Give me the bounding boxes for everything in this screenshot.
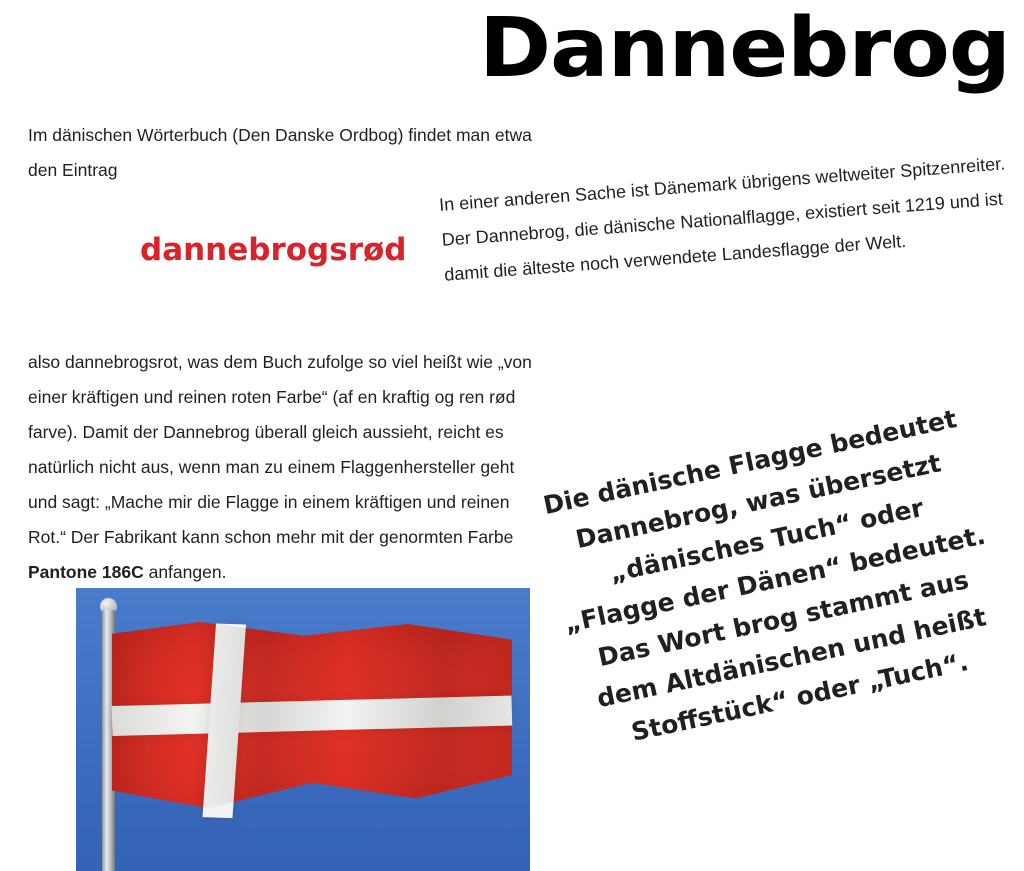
body-paragraph-part2: anfangen.: [143, 562, 227, 582]
danish-flag-photo: [76, 588, 530, 871]
intro-paragraph: Im dänischen Wörterbuch (Den Danske Ordbog) findet man etwa den Eintrag: [28, 125, 532, 180]
body-paragraph: [28, 345, 548, 590]
keyword-dannebrogsroed: dannebrogsrød: [140, 232, 407, 268]
note-rotated-bottom: Die dänische Flagge bedeutet Dannebrog, was übersetzt „dänisches Tuch“ oder „Flagge der Dänen“ bedeutet. Das Wort brog stammt aus dem Altdänischen und heißt Stoffstück“ oder „Tuch“.: [540, 404, 989, 747]
note-rotated-top: In einer anderen Sache ist Dänemark übrigens weltweiter Spitzenreiter. Der Dannebrog, die dänische Nationalflagge, existiert seit 1219 und ist damit die älteste noch verwendete Landesflagge der Welt.: [438, 153, 1006, 285]
body-paragraph-part1: also dannebrogsrot, was dem Buch zufolge so viel heißt wie „von einer kräftigen und reinen roten Farbe“ (af en kraftig og ren rød farve). Damit der Dannebrog überall gleich aussieht, reicht es natürlich nicht aus, wenn man zu einem Flaggenhersteller geht und sagt: „Mache mir die Flagge in einem kräftigen und reinen Rot.“ Der Fabrikant kann schon mehr mit der genormten Farbe: [28, 352, 532, 547]
pantone-highlight: Pantone 186C: [28, 562, 144, 582]
page-title: Dannebrog: [479, 1, 1010, 96]
